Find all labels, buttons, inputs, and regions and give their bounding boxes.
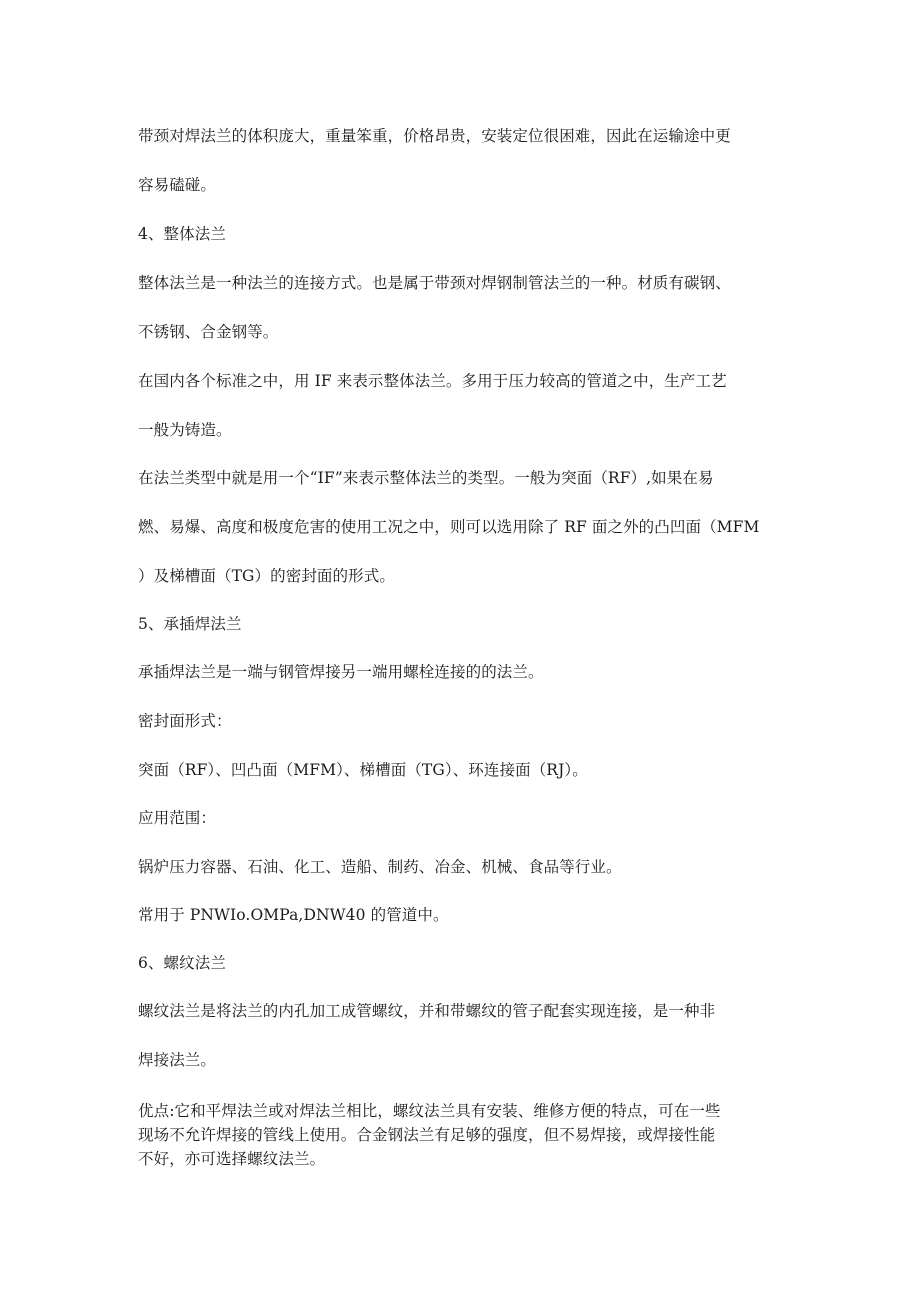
paragraph-line: 不锈钢、合金钢等。 (138, 323, 279, 341)
paragraph-line: 承插焊法兰是一端与钢管焊接另一端用螺栓连接的的法兰。 (138, 663, 544, 681)
paragraph-line: 在法兰类型中就是用一个“IF”来表示整体法兰的类型。一般为突面（RF）,如果在易 (138, 469, 714, 487)
section-heading: 4、整体法兰 (138, 225, 226, 243)
paragraph-line: 焊接法兰。 (138, 1051, 217, 1069)
paragraph-line: 一般为铸造。 (138, 421, 232, 439)
paragraph-line: 带颈对焊法兰的体积庞大，重量笨重，价格昂贵，安装定位很困难，因此在运输途中更 (138, 127, 731, 145)
paragraph-line: 锅炉压力容器、石油、化工、造船、制药、冶金、机械、食品等行业。 (138, 858, 622, 876)
paragraph-line: 现场不允许焊接的管线上使用。合金钢法兰有足够的强度，但不易焊接，或焊接性能 (138, 1126, 716, 1144)
paragraph-line: 容易磕碰。 (138, 176, 217, 194)
paragraph-line: 螺纹法兰是将法兰的内孔加工成管螺纹，并和带螺纹的管子配套实现连接，是一种非 (138, 1002, 716, 1020)
paragraph-line: 密封面形式： (138, 712, 232, 730)
paragraph-line: 突面（RF）、凹凸面（MFM）、梯槽面（TG）、环连接面（RJ）。 (138, 761, 588, 779)
paragraph-line: 常用于 PNWIo.OMPa,DNW40 的管道中。 (138, 906, 449, 924)
paragraph-line: 在国内各个标准之中，用 IF 来表示整体法兰。多用于压力较高的管道之中，生产工艺 (138, 372, 727, 390)
section-heading: 6、螺纹法兰 (138, 954, 226, 972)
paragraph-line: 燃、易爆、高度和极度危害的使用工况之中，则可以选用除了 RF 面之外的凸凹面（MFM (138, 518, 760, 536)
paragraph-line: 优点:它和平焊法兰或对焊法兰相比，螺纹法兰具有安装、维修方便的特点，可在一些 (138, 1102, 721, 1120)
paragraph-line: 应用范围： (138, 809, 217, 827)
paragraph-line: 不好，亦可选择螺纹法兰。 (138, 1150, 326, 1168)
paragraph-line: 整体法兰是一种法兰的连接方式。也是属于带颈对焊钢制管法兰的一种。材质有碳钢、 (138, 274, 731, 292)
section-heading: 5、承插焊法兰 (138, 615, 242, 633)
paragraph-line: ）及梯槽面（TG）的密封面的形式。 (138, 567, 395, 585)
